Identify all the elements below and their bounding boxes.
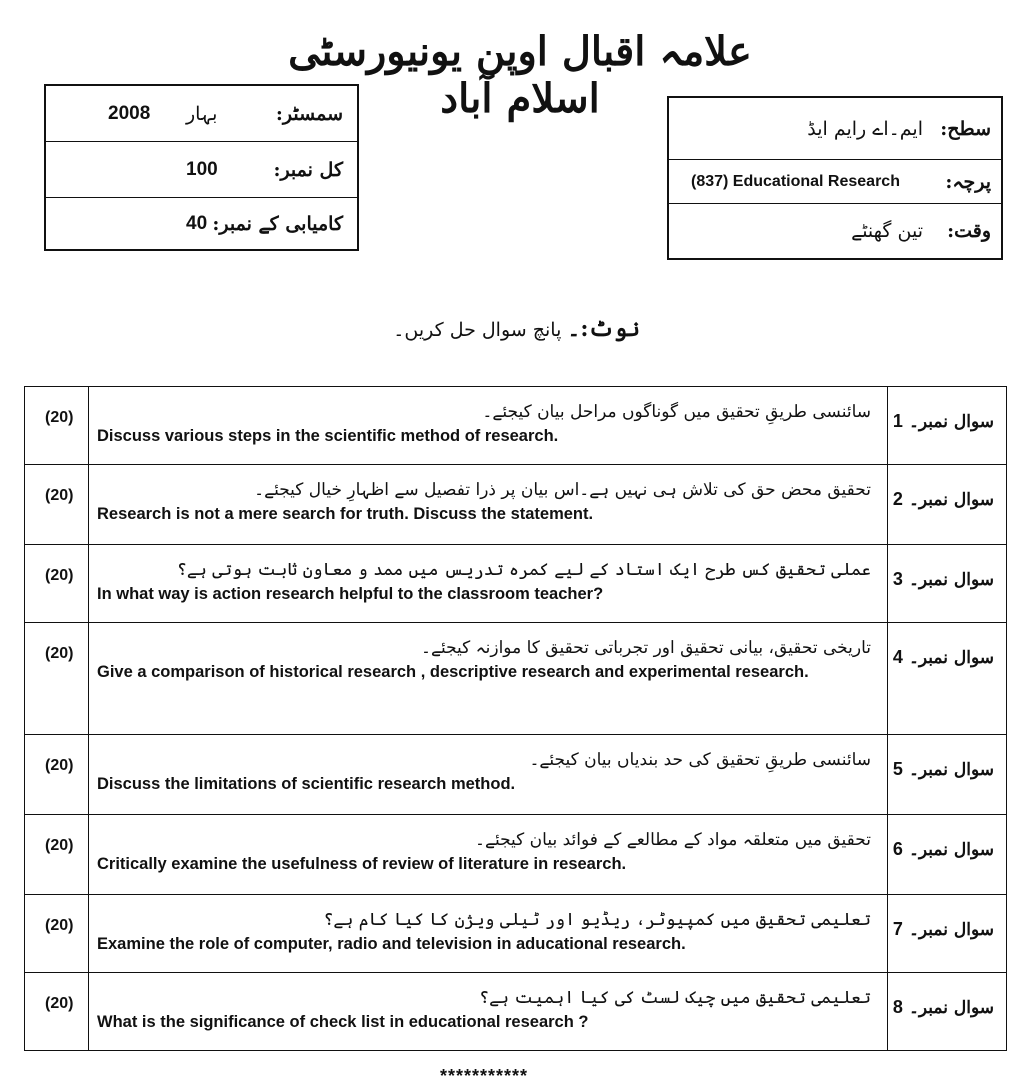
- question-row: [25, 465, 1007, 545]
- question-text-cell: [89, 387, 888, 465]
- question-text-cell: [89, 895, 888, 973]
- question-label: سوال نمبر۔: [908, 760, 994, 780]
- question-urdu-text: سائنسی طریقِ تحقیق کی حد بندیاں بیان کیجئے۔: [529, 750, 871, 770]
- question-row: [25, 545, 1007, 623]
- semester-label: سمسٹر:: [275, 102, 343, 125]
- question-row: [25, 895, 1007, 973]
- exam-info-box-left: [44, 84, 359, 251]
- level-label: سطح:: [940, 117, 991, 140]
- time-label: وقت:: [947, 220, 991, 242]
- question-number: 5: [892, 759, 903, 779]
- total-marks-label: کل نمبر:: [273, 158, 343, 181]
- question-english-text: What is the significance of check list in educational research ?: [97, 1013, 589, 1031]
- paper-row: [669, 160, 1001, 204]
- page-title: علامہ اقبال اوپن یونیورسٹی اسلام آباد: [288, 28, 752, 122]
- question-number: 4: [892, 647, 903, 667]
- question-number-cell: [888, 973, 1007, 1051]
- question-label: سوال نمبر۔: [908, 998, 994, 1018]
- question-english-text: Critically examine the usefulness of review of literature in research.: [97, 855, 627, 873]
- time-value: تین گھنٹے: [851, 220, 923, 242]
- question-english-text: Examine the role of computer, radio and television in aducational research.: [97, 935, 686, 953]
- question-row: [25, 973, 1007, 1051]
- question-urdu-text: تحقیق میں متعلقہ مواد کے مطالعے کے فوائد بیان کیجئے۔: [475, 830, 871, 850]
- question-marks: (20): [25, 815, 89, 895]
- question-number-cell: [888, 387, 1007, 465]
- question-number: 3: [892, 569, 903, 589]
- note-text: پانچ سوال حل کریں۔: [393, 319, 562, 341]
- question-number: 1: [892, 411, 903, 431]
- question-english-text: In what way is action research helpful to the classroom teacher?: [97, 585, 604, 603]
- questions-table: [24, 386, 1007, 1051]
- question-text-cell: [89, 545, 888, 623]
- question-number-cell: [888, 465, 1007, 545]
- semester-row: [46, 86, 357, 142]
- question-marks: (20): [25, 973, 89, 1051]
- instruction-note: [393, 316, 640, 342]
- question-label: سوال نمبر۔: [908, 412, 994, 432]
- year-value: 2008: [108, 102, 151, 124]
- question-marks: (20): [25, 545, 89, 623]
- question-number-cell: [888, 735, 1007, 815]
- time-row: [669, 204, 1001, 258]
- question-text-cell: [89, 735, 888, 815]
- exam-info-box-right: [667, 96, 1003, 260]
- question-number: 7: [892, 919, 903, 939]
- question-urdu-text: تعلیمی تحقیق میں چیک لسٹ کی کیا اہمیت ہے؟: [479, 988, 871, 1008]
- question-text-cell: [89, 623, 888, 735]
- question-row: [25, 387, 1007, 465]
- question-row: [25, 735, 1007, 815]
- pass-marks-row: [46, 198, 357, 249]
- question-label: سوال نمبر۔: [908, 490, 994, 510]
- question-number: 8: [892, 997, 903, 1017]
- question-english-text: Discuss the limitations of scientific research method.: [97, 775, 516, 793]
- semester-value: بہار: [186, 102, 218, 125]
- level-value: ایم۔اے رایم ایڈ: [807, 117, 923, 140]
- question-row: [25, 815, 1007, 895]
- total-marks-row: [46, 142, 357, 198]
- footer-stars: ***********: [440, 1066, 529, 1086]
- question-number-cell: [888, 815, 1007, 895]
- question-urdu-text: سائنسی طریقِ تحقیق میں گوناگوں مراحل بیان کیجئے۔: [482, 402, 871, 422]
- question-number: 6: [892, 839, 903, 859]
- question-text-cell: [89, 973, 888, 1051]
- paper-label: پرچہ:: [945, 170, 991, 193]
- question-marks: (20): [25, 735, 89, 815]
- question-number: 2: [892, 489, 903, 509]
- question-number-cell: [888, 895, 1007, 973]
- question-marks: (20): [25, 895, 89, 973]
- question-urdu-text: تعلیمی تحقیق میں کمپیوٹر، ریڈیو اور ٹیلی ویژن کا کیا کام ہے؟: [323, 910, 871, 930]
- paper-value: (837) Educational Research: [691, 172, 900, 190]
- question-urdu-text: عملی تحقیق کس طرح ایک استاد کے لیے کمرہ تدریس میں ممد و معاون ثابت ہوتی ہے؟: [176, 560, 871, 580]
- question-label: سوال نمبر۔: [908, 840, 994, 860]
- question-urdu-text: تحقیق محض حق کی تلاش ہی نہیں ہے۔اس بیان پر ذرا تفصیل سے اظہارِ خیال کیجئے۔: [254, 480, 871, 500]
- question-number-cell: [888, 623, 1007, 735]
- question-english-text: Research is not a mere search for truth. Discuss the statement.: [97, 505, 594, 523]
- question-row: [25, 623, 1007, 735]
- pass-marks-label: کامیابی کے نمبر:: [212, 212, 343, 235]
- question-label: سوال نمبر۔: [908, 648, 994, 668]
- question-label: سوال نمبر۔: [908, 570, 994, 590]
- question-text-cell: [89, 465, 888, 545]
- question-number-cell: [888, 545, 1007, 623]
- question-english-text: Discuss various steps in the scientific method of research.: [97, 427, 559, 445]
- pass-marks-value: 40: [186, 212, 208, 234]
- question-marks: (20): [25, 387, 89, 465]
- note-label: نوٹ:۔: [567, 316, 640, 342]
- question-text-cell: [89, 815, 888, 895]
- level-row: [669, 98, 1001, 160]
- total-marks-value: 100: [186, 158, 218, 180]
- question-marks: (20): [25, 623, 89, 735]
- question-marks: (20): [25, 465, 89, 545]
- question-english-text: Give a comparison of historical research , descriptive research and experimental research.: [97, 663, 809, 681]
- question-urdu-text: تاریخی تحقیق، بیانی تحقیق اور تجرباتی تحقیق کا موازنہ کیجئے۔: [421, 638, 871, 658]
- question-label: سوال نمبر۔: [908, 920, 994, 940]
